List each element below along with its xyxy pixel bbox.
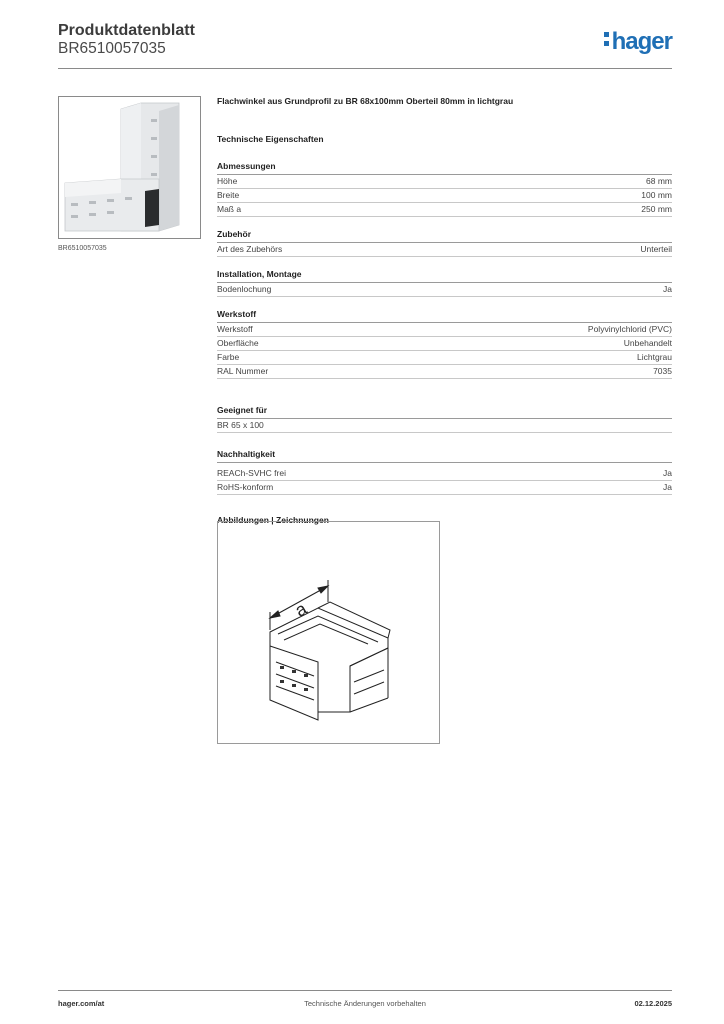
section-heading-installation: Installation, Montage bbox=[217, 269, 672, 283]
page-footer bbox=[58, 990, 672, 1010]
product-photo bbox=[58, 96, 201, 239]
table-row bbox=[217, 365, 672, 379]
footer-notice: Technische Änderungen vorbehalten bbox=[304, 999, 426, 1008]
row-label: RoHS-konform bbox=[217, 482, 274, 492]
table-row bbox=[217, 467, 672, 481]
row-value: 7035 bbox=[653, 366, 672, 376]
table-row bbox=[217, 351, 672, 365]
row-value: 68 mm bbox=[646, 176, 672, 186]
section-heading-zubehoer: Zubehör bbox=[217, 229, 672, 243]
hager-logo[interactable] bbox=[604, 28, 672, 56]
row-label: Höhe bbox=[217, 176, 238, 186]
row-label: Maß a bbox=[217, 204, 242, 214]
logo-dots-icon bbox=[604, 32, 610, 52]
technical-properties-heading: Technische Eigenschaften bbox=[217, 134, 324, 144]
table-row bbox=[217, 323, 672, 337]
row-value: Ja bbox=[663, 284, 672, 294]
row-label: Werkstoff bbox=[217, 324, 253, 334]
row-label: Art des Zubehörs bbox=[217, 244, 283, 254]
row-value: Ja bbox=[663, 482, 672, 492]
row-value: 100 mm bbox=[641, 190, 672, 200]
table-row bbox=[217, 481, 672, 495]
row-value: 250 mm bbox=[641, 204, 672, 214]
table-row bbox=[217, 189, 672, 203]
logo-text: hager bbox=[611, 28, 672, 55]
page-header bbox=[58, 22, 672, 69]
footer-date: 02.12.2025 bbox=[634, 999, 672, 1008]
table-row bbox=[217, 283, 672, 297]
table-row bbox=[217, 337, 672, 351]
dimension-label: a bbox=[291, 598, 311, 621]
product-number: BR6510057035 bbox=[58, 40, 166, 57]
table-row bbox=[217, 243, 672, 257]
drawings-heading: Abbildungen | Zeichnungen bbox=[217, 515, 329, 525]
row-label: Farbe bbox=[217, 352, 240, 362]
table-row bbox=[217, 419, 672, 433]
section-heading-geeignet: Geeignet für bbox=[217, 405, 672, 419]
row-label: Oberfläche bbox=[217, 338, 259, 348]
row-value: Ja bbox=[663, 468, 672, 478]
row-label: Breite bbox=[217, 190, 240, 200]
footer-website-link[interactable]: hager.com/at bbox=[58, 999, 105, 1008]
row-value: Unbehandelt bbox=[623, 338, 672, 348]
technical-drawing-image bbox=[218, 522, 439, 743]
row-label: REACh-SVHC frei bbox=[217, 468, 286, 478]
document-title: Produktdatenblatt bbox=[58, 22, 195, 39]
row-value: Polyvinylchlorid (PVC) bbox=[587, 324, 672, 334]
technical-drawing bbox=[217, 521, 440, 744]
section-heading-werkstoff: Werkstoff bbox=[217, 309, 672, 323]
row-value: Unterteil bbox=[640, 244, 672, 254]
row-value: Lichtgrau bbox=[637, 352, 672, 362]
table-row bbox=[217, 203, 672, 217]
product-description: Flachwinkel aus Grundprofil zu BR 68x100mm Oberteil 80mm in lichtgrau bbox=[217, 96, 514, 106]
section-heading-nachhaltigkeit: Nachhaltigkeit bbox=[217, 449, 672, 463]
row-label: BR 65 x 100 bbox=[217, 420, 264, 430]
section-heading-abmessungen: Abmessungen bbox=[217, 161, 672, 175]
product-photo-image bbox=[59, 97, 200, 238]
row-label: Bodenlochung bbox=[217, 284, 272, 294]
table-row bbox=[217, 175, 672, 189]
photo-caption: BR6510057035 bbox=[58, 245, 107, 252]
product-details bbox=[217, 96, 672, 528]
row-label: RAL Nummer bbox=[217, 366, 269, 376]
